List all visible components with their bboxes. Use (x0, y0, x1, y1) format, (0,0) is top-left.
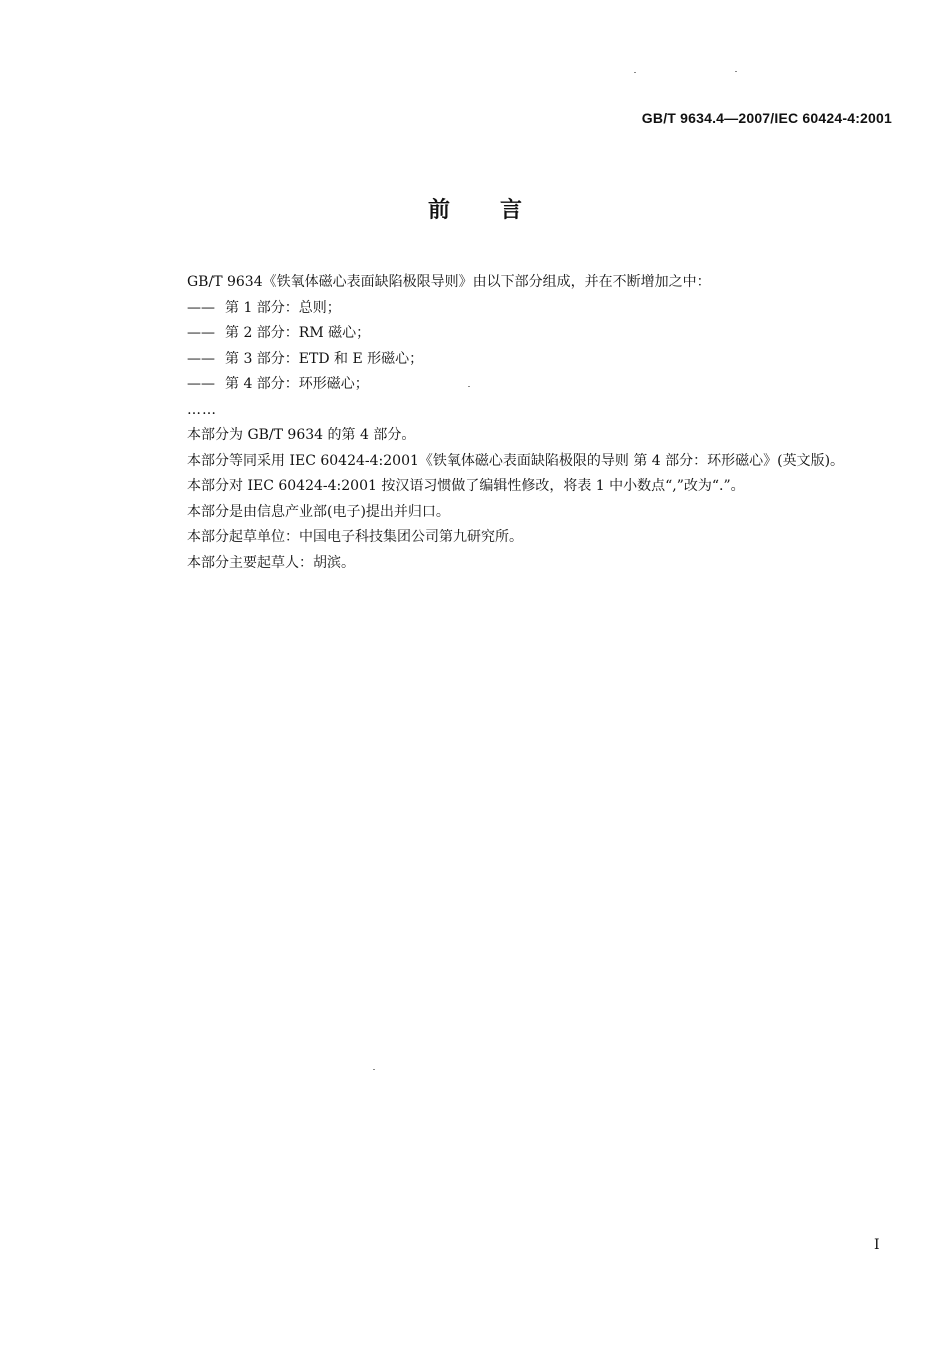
intro-paragraph: GB/T 9634《铁氧体磁心表面缺陷极限导则》由以下部分组成，并在不断增加之中： (187, 274, 711, 290)
body-paragraph: 本部分起草单位：中国电子科技集团公司第九研究所。 (187, 529, 523, 545)
part-list-item (154, 296, 894, 322)
part-label: 第 1 部分：总则； (225, 299, 341, 316)
list-dash: —— (187, 350, 215, 367)
part-list-item (154, 347, 894, 373)
body-paragraph: 本部分主要起草人：胡滨。 (187, 554, 355, 571)
part-list-item (154, 321, 894, 347)
body-paragraph: 本部分等同采用 IEC 60424-4:2001《铁氧体磁心表面缺陷极限的导则 第 4 部分：环形磁心》(英文版)。 (187, 452, 845, 469)
list-dash: —— (187, 299, 215, 316)
list-dash: —— (187, 325, 215, 341)
scan-speck (373, 1069, 375, 1070)
list-ellipsis: …… (187, 401, 217, 418)
part-label: 第 3 部分：ETD 和 E 形磁心； (225, 350, 424, 367)
page-number: I (874, 1237, 880, 1253)
body-paragraph: 本部分为 GB/T 9634 的第 4 部分。 (187, 427, 416, 443)
part-list-item (154, 372, 894, 398)
part-label: 第 2 部分：RM 磁心； (225, 325, 371, 341)
scan-speck (634, 72, 636, 73)
list-dash: —— (187, 376, 215, 392)
page-title: 前言 (427, 198, 572, 223)
standard-code: GB/T 9634.4—2007/IEC 60424-4:2001 (641, 110, 892, 126)
body-paragraph: 本部分是由信息产业部(电子)提出并归口。 (187, 503, 450, 520)
foreword-body (154, 270, 894, 576)
body-paragraph: 本部分对 IEC 60424-4:2001 按汉语习惯做了编辑性修改，将表 1 中小数点“,”改为“.”。 (187, 478, 745, 494)
part-label: 第 4 部分：环形磁心； (225, 376, 369, 392)
scan-speck (735, 71, 737, 72)
